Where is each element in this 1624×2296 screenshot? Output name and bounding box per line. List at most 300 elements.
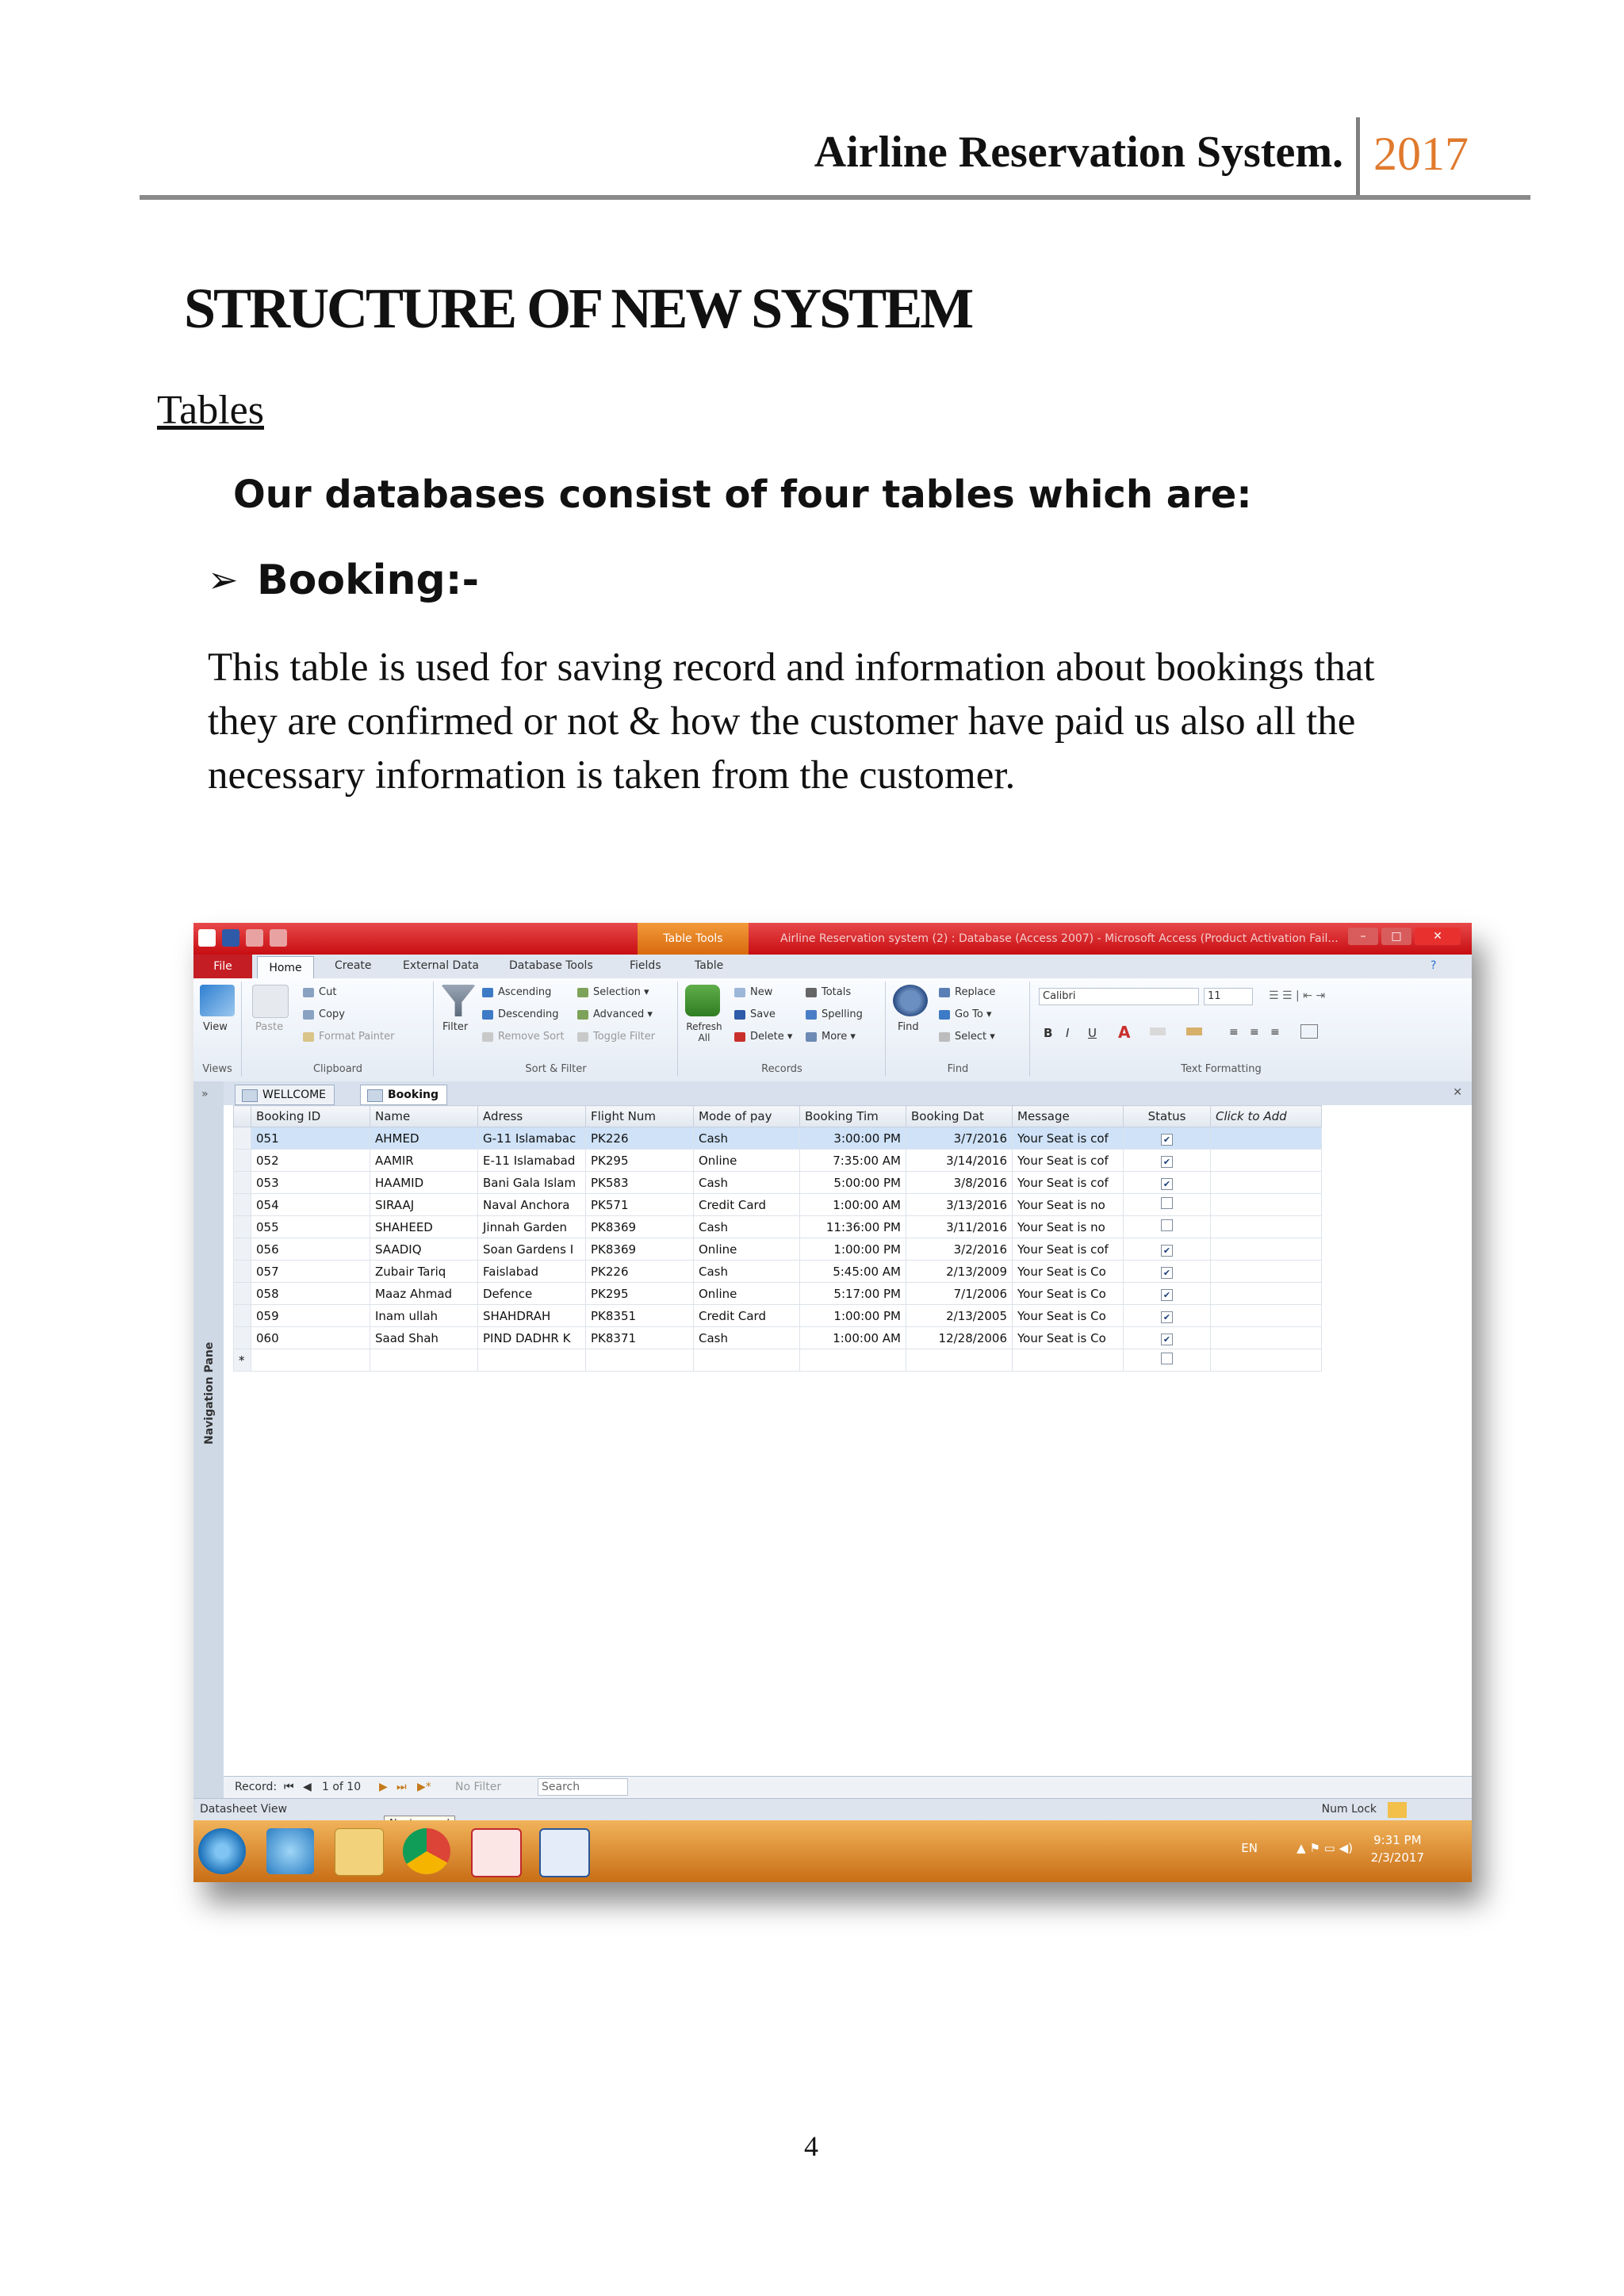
record-label: Record: (235, 1781, 278, 1793)
new-record-icon[interactable]: ▶* (417, 1781, 431, 1793)
new-row-marker[interactable]: * (234, 1349, 251, 1372)
table-cell[interactable]: 3/8/2016 (906, 1172, 1013, 1194)
table-cell[interactable]: Soan Gardens I (478, 1238, 586, 1261)
save-icon[interactable] (222, 929, 239, 947)
paragraph-line: necessary information is taken from the customer. (208, 753, 1016, 798)
tab-create[interactable]: Create (335, 959, 372, 972)
view-button[interactable]: View (203, 1021, 228, 1033)
redo-icon[interactable] (270, 929, 287, 947)
table-cell[interactable]: Maaz Ahmad (370, 1283, 478, 1305)
table-cell[interactable]: 3/13/2016 (906, 1194, 1013, 1216)
table-cell[interactable] (478, 1349, 586, 1372)
brush-icon (303, 1032, 314, 1042)
spelling-label: Spelling (822, 1008, 863, 1020)
status-checkbox[interactable]: ✔ (1161, 1289, 1173, 1301)
paragraph-line: they are confirmed or not & how the customer have paid us also all the (208, 699, 1356, 744)
header-rule (140, 195, 1530, 200)
table-cell[interactable] (694, 1349, 800, 1372)
ribbon (193, 978, 1472, 1082)
goto-button[interactable]: Go To ▾ (939, 1008, 992, 1020)
save-label: Save (750, 1008, 776, 1020)
table-row[interactable] (234, 1150, 1322, 1172)
navigation-pane-label: Navigation Pane (203, 1341, 216, 1445)
click-to-add-cell[interactable] (1211, 1327, 1322, 1349)
select-label: Select (955, 1031, 987, 1043)
table-cell[interactable]: 5:45:00 AM (800, 1261, 906, 1283)
click-to-add-cell[interactable] (1211, 1238, 1322, 1261)
table-cell[interactable] (370, 1349, 478, 1372)
replace-button[interactable] (939, 986, 995, 998)
table-cell[interactable] (1211, 1349, 1322, 1372)
totals-button[interactable] (806, 986, 851, 998)
table-tools-label: Table Tools (638, 923, 749, 955)
table-cell[interactable]: Naval Anchora (478, 1194, 586, 1216)
click-to-add-cell[interactable] (1211, 1261, 1322, 1283)
align-center-icon[interactable]: ≡ (1250, 1026, 1259, 1039)
font-size-select[interactable]: 11 (1204, 988, 1253, 1005)
group-label: Text Formatting (1181, 1063, 1262, 1075)
table-cell[interactable]: AHMED (370, 1127, 478, 1150)
row-selector[interactable] (234, 1305, 251, 1327)
table-cell[interactable]: PK8369 (586, 1238, 694, 1261)
gridlines-icon[interactable] (1300, 1024, 1318, 1039)
table-row[interactable] (234, 1327, 1322, 1349)
table-row[interactable] (234, 1283, 1322, 1305)
table-cell[interactable] (1124, 1238, 1211, 1261)
table-cell[interactable]: Your Seat is Co (1013, 1305, 1124, 1327)
table-cell[interactable]: Online (694, 1150, 800, 1172)
row-selector[interactable] (234, 1327, 251, 1349)
table-cell[interactable] (906, 1349, 1013, 1372)
bullet-arrow-icon: ➢ (208, 558, 239, 601)
new-record-row[interactable] (234, 1349, 1322, 1372)
table-cell[interactable] (1124, 1305, 1211, 1327)
status-checkbox[interactable]: ✔ (1161, 1156, 1173, 1168)
group-sort-filter (435, 982, 678, 1077)
row-selector[interactable] (234, 1194, 251, 1216)
find-button[interactable]: Find (898, 1021, 919, 1033)
table-cell[interactable]: E-11 Islamabad (478, 1150, 586, 1172)
access-taskbar-icon[interactable] (471, 1828, 522, 1877)
table-cell[interactable] (1124, 1127, 1211, 1150)
table-cell[interactable]: Cash (694, 1327, 800, 1349)
row-selector[interactable] (234, 1283, 251, 1305)
table-cell[interactable]: Your Seat is cof (1013, 1238, 1124, 1261)
replace-label: Replace (955, 986, 996, 998)
tray-icons[interactable]: ▲ ⚑ ▭ ◀) (1297, 1841, 1353, 1855)
column-header[interactable]: Booking ID (251, 1106, 370, 1127)
more-label: More (822, 1031, 848, 1043)
header-divider (1356, 117, 1360, 197)
list-icon[interactable]: ☰ ☰ | ⇤ ⇥ (1269, 989, 1326, 1002)
booking-table (233, 1105, 1322, 1372)
tab-table[interactable]: Table (695, 959, 724, 972)
column-header[interactable]: Booking Dat (906, 1106, 1013, 1127)
sigma-icon (806, 988, 817, 997)
click-to-add-cell[interactable] (1211, 1150, 1322, 1172)
tab-label: WELLCOME (262, 1089, 327, 1101)
table-cell[interactable]: PIND DADHR K (478, 1327, 586, 1349)
num-lock-status: Num Lock (1321, 1803, 1377, 1816)
table-cell[interactable]: Cash (694, 1172, 800, 1194)
table-cell[interactable]: 3/14/2016 (906, 1150, 1013, 1172)
subtitle: Tables (157, 388, 264, 433)
paste-icon[interactable] (252, 985, 289, 1018)
advanced-label: Advanced (593, 1008, 645, 1020)
search-input[interactable]: Search (538, 1778, 628, 1796)
table-cell[interactable] (251, 1349, 370, 1372)
table-cell[interactable]: 056 (251, 1238, 370, 1261)
tab-database-tools[interactable]: Database Tools (509, 959, 593, 972)
ascending-label: Ascending (498, 986, 552, 998)
table-cell[interactable]: Cash (694, 1261, 800, 1283)
table-body (234, 1127, 1322, 1372)
table-cell[interactable]: Cash (694, 1127, 800, 1150)
table-cell[interactable]: 055 (251, 1216, 370, 1238)
save-record-button[interactable] (734, 1008, 776, 1020)
maximize-icon[interactable]: □ (1381, 928, 1411, 945)
row-selector[interactable] (234, 1172, 251, 1194)
help-icon[interactable]: ? (1431, 959, 1437, 972)
fill-color-icon[interactable] (1186, 1027, 1202, 1035)
underline-icon[interactable]: U (1088, 1026, 1097, 1040)
column-header[interactable]: Message (1013, 1106, 1124, 1127)
table-cell[interactable] (1013, 1349, 1124, 1372)
font-color-icon[interactable]: A (1118, 1023, 1131, 1042)
table-cell[interactable]: SHAHEED (370, 1216, 478, 1238)
view-switcher-icons[interactable] (1388, 1802, 1464, 1818)
table-cell[interactable]: 2/13/2009 (906, 1261, 1013, 1283)
descending-label: Descending (498, 1008, 559, 1020)
table-row[interactable] (234, 1238, 1322, 1261)
tab-label: Booking (388, 1089, 439, 1101)
table-cell[interactable]: AAMIR (370, 1150, 478, 1172)
click-to-add-cell[interactable] (1211, 1283, 1322, 1305)
status-checkbox[interactable]: ✔ (1161, 1267, 1173, 1279)
table-cell[interactable] (1124, 1172, 1211, 1194)
click-to-add-cell[interactable] (1211, 1127, 1322, 1150)
table-cell[interactable]: 054 (251, 1194, 370, 1216)
table-cell[interactable]: 1:00:00 AM (800, 1327, 906, 1349)
page-number: 4 (804, 2130, 818, 2162)
status-checkbox[interactable] (1161, 1197, 1173, 1209)
document-tabs (224, 1081, 1472, 1106)
font-name-select[interactable]: Calibri (1039, 988, 1199, 1005)
descending-button[interactable] (482, 1008, 559, 1020)
highlight-icon[interactable] (1150, 1027, 1166, 1035)
table-cell[interactable]: 1:00:00 PM (800, 1238, 906, 1261)
select-button[interactable]: Select ▾ (939, 1031, 995, 1043)
status-checkbox[interactable]: ✔ (1161, 1178, 1173, 1190)
table-cell[interactable] (1124, 1150, 1211, 1172)
table-cell[interactable]: 051 (251, 1127, 370, 1150)
table-row[interactable] (234, 1194, 1322, 1216)
undo-icon[interactable] (246, 929, 263, 947)
first-record-icon[interactable]: ⏮ (284, 1781, 294, 1793)
table-cell[interactable]: Online (694, 1238, 800, 1261)
previous-record-icon[interactable]: ◀ (303, 1781, 312, 1793)
align-left-icon[interactable]: ≡ (1229, 1026, 1239, 1039)
tab-home[interactable]: Home (257, 956, 314, 979)
table-cell[interactable]: 5:17:00 PM (800, 1283, 906, 1305)
filter-button[interactable]: Filter (442, 1021, 469, 1033)
table-cell[interactable]: PK8371 (586, 1327, 694, 1349)
tab-file[interactable]: File (193, 955, 252, 978)
clock[interactable] (1371, 1831, 1424, 1866)
table-cell[interactable]: 1:00:00 AM (800, 1194, 906, 1216)
click-to-add-cell[interactable] (1211, 1216, 1322, 1238)
table-cell[interactable]: Your Seat is Co (1013, 1327, 1124, 1349)
table-cell[interactable] (1124, 1261, 1211, 1283)
tab-external-data[interactable]: External Data (403, 959, 479, 972)
table-cell[interactable] (1124, 1216, 1211, 1238)
column-header[interactable]: Booking Tim (800, 1106, 906, 1127)
table-cell[interactable]: Your Seat is Co (1013, 1283, 1124, 1305)
new-record-button[interactable] (734, 986, 772, 998)
row-selector[interactable] (234, 1216, 251, 1238)
more-button[interactable]: More ▾ (806, 1031, 856, 1043)
tab-fields[interactable]: Fields (630, 959, 661, 972)
click-to-add-cell[interactable] (1211, 1194, 1322, 1216)
table-cell[interactable]: 053 (251, 1172, 370, 1194)
copy-button[interactable] (303, 1008, 345, 1020)
remove-sort-button[interactable] (482, 1031, 565, 1043)
table-row[interactable] (234, 1305, 1322, 1327)
click-to-add-cell[interactable] (1211, 1172, 1322, 1194)
table-cell[interactable]: 058 (251, 1283, 370, 1305)
column-header[interactable]: Mode of pay (694, 1106, 800, 1127)
table-cell[interactable]: 1:00:00 PM (800, 1305, 906, 1327)
status-checkbox[interactable]: ✔ (1161, 1134, 1173, 1146)
spelling-icon (806, 1010, 817, 1020)
selection-label: Selection (593, 986, 641, 998)
column-header[interactable]: Adress (478, 1106, 586, 1127)
table-cell[interactable]: PK226 (586, 1127, 694, 1150)
title-bar (193, 923, 1472, 955)
table-cell[interactable]: Inam ullah (370, 1305, 478, 1327)
last-record-icon[interactable]: ⏭ (396, 1781, 407, 1793)
table-cell[interactable]: Your Seat is no (1013, 1216, 1124, 1238)
table-cell[interactable]: Zubair Tariq (370, 1261, 478, 1283)
group-label: Sort & Filter (525, 1063, 587, 1075)
table-cell[interactable]: PK8351 (586, 1305, 694, 1327)
remove-sort-icon (482, 1032, 493, 1042)
table-cell[interactable]: 11:36:00 PM (800, 1216, 906, 1238)
cut-label: Cut (319, 986, 337, 998)
table-cell[interactable]: 12/28/2006 (906, 1327, 1013, 1349)
table-icon (367, 1089, 383, 1102)
table-cell[interactable]: PK8369 (586, 1216, 694, 1238)
table-cell[interactable]: Cash (694, 1216, 800, 1238)
table-cell[interactable]: PK295 (586, 1283, 694, 1305)
selection-button[interactable]: Selection ▾ (577, 986, 649, 998)
status-checkbox[interactable]: ✔ (1161, 1245, 1173, 1257)
goto-label: Go To (955, 1008, 983, 1020)
table-cell[interactable]: 059 (251, 1305, 370, 1327)
table-cell[interactable]: Your Seat is no (1013, 1194, 1124, 1216)
header-row (234, 1106, 1322, 1127)
column-header[interactable]: Status (1124, 1106, 1211, 1127)
table-cell[interactable] (586, 1349, 694, 1372)
status-checkbox[interactable]: ✔ (1161, 1311, 1173, 1323)
bold-icon[interactable]: B (1044, 1026, 1053, 1040)
table-cell[interactable]: Your Seat is Co (1013, 1261, 1124, 1283)
group-clipboard (243, 982, 434, 1077)
table-cell[interactable]: 2/13/2005 (906, 1305, 1013, 1327)
navigation-pane[interactable] (193, 1081, 224, 1839)
table-cell[interactable]: HAAMID (370, 1172, 478, 1194)
toggle-filter-button[interactable] (577, 1031, 655, 1043)
selection-icon (577, 988, 588, 997)
new-label: New (750, 986, 773, 998)
group-records (679, 982, 886, 1077)
column-header[interactable]: Flight Num (586, 1106, 694, 1127)
toggle-filter-icon (577, 1032, 588, 1042)
remove-sort-label: Remove Sort (498, 1031, 565, 1043)
table-cell[interactable]: G-11 Islamabac (478, 1127, 586, 1150)
language-indicator[interactable]: EN (1241, 1841, 1258, 1855)
table-cell[interactable]: 3/2/2016 (906, 1238, 1013, 1261)
table-cell[interactable]: PK583 (586, 1172, 694, 1194)
table-row[interactable] (234, 1172, 1322, 1194)
bullet-label: Booking:- (257, 557, 480, 604)
binoculars-icon[interactable] (893, 985, 928, 1016)
format-painter-button[interactable] (303, 1031, 394, 1043)
expand-nav-icon[interactable]: » (201, 1088, 209, 1100)
table-cell[interactable]: Your Seat is cof (1013, 1172, 1124, 1194)
access-icon[interactable] (198, 929, 216, 947)
click-to-add-header[interactable]: Click to Add (1211, 1106, 1322, 1127)
next-record-icon[interactable]: ▶ (379, 1781, 388, 1793)
table-cell[interactable]: PK571 (586, 1194, 694, 1216)
status-checkbox[interactable] (1161, 1219, 1173, 1231)
table-cell[interactable]: Online (694, 1283, 800, 1305)
refresh-icon[interactable] (685, 985, 720, 1016)
table-cell[interactable]: 3/11/2016 (906, 1216, 1013, 1238)
chrome-icon[interactable] (403, 1828, 450, 1874)
table-cell[interactable]: SHAHDRAH (478, 1305, 586, 1327)
tab-wellcome[interactable] (235, 1085, 335, 1105)
table-cell[interactable]: PK226 (586, 1261, 694, 1283)
record-position[interactable]: 1 of 10 (322, 1781, 362, 1793)
table-cell[interactable]: Faislabad (478, 1261, 586, 1283)
goto-arrow-icon (939, 1010, 950, 1020)
status-checkbox[interactable] (1161, 1353, 1173, 1364)
tab-booking[interactable] (360, 1085, 447, 1105)
quick-access-toolbar (198, 928, 341, 950)
close-tab-icon[interactable]: ✕ (1453, 1086, 1462, 1099)
advanced-filter-icon (577, 1010, 588, 1020)
italic-icon[interactable]: I (1066, 1026, 1070, 1040)
table-cell[interactable] (1124, 1194, 1211, 1216)
file-explorer-icon[interactable] (335, 1828, 384, 1876)
table-cell[interactable] (1124, 1283, 1211, 1305)
word-taskbar-icon[interactable] (539, 1828, 590, 1877)
table-cell[interactable]: 052 (251, 1150, 370, 1172)
table-cell[interactable]: Jinnah Garden (478, 1216, 586, 1238)
table-cell[interactable]: SAADIQ (370, 1238, 478, 1261)
clock-time: 9:31 PM (1373, 1833, 1422, 1847)
table-row[interactable] (234, 1261, 1322, 1283)
toggle-filter-label: Toggle Filter (593, 1031, 656, 1043)
table-row[interactable] (234, 1216, 1322, 1238)
view-icon[interactable] (200, 985, 235, 1016)
replace-icon (939, 988, 950, 997)
delete-record-button[interactable]: Delete ▾ (734, 1031, 792, 1043)
advanced-button[interactable]: Advanced ▾ (577, 1008, 653, 1020)
new-record-icon (734, 988, 745, 997)
table-cell[interactable]: 5:00:00 PM (800, 1172, 906, 1194)
click-to-add-cell[interactable] (1211, 1305, 1322, 1327)
cut-button[interactable] (303, 986, 336, 998)
clock-date: 2/3/2017 (1370, 1850, 1424, 1865)
minimize-icon[interactable]: – (1348, 928, 1378, 945)
header-year: 2017 (1373, 128, 1469, 180)
table-cell[interactable]: Defence (478, 1283, 586, 1305)
table-cell[interactable]: 3:00:00 PM (800, 1127, 906, 1150)
table-cell[interactable]: 7:35:00 AM (800, 1150, 906, 1172)
record-navigator (224, 1776, 1472, 1799)
table-cell[interactable]: 7/1/2006 (906, 1283, 1013, 1305)
row-selector[interactable] (234, 1127, 251, 1150)
refresh-all-button[interactable]: Refresh All (686, 1021, 722, 1043)
table-cell[interactable]: 3/7/2016 (906, 1127, 1013, 1150)
sort-descending-icon (482, 1010, 493, 1020)
table-cell[interactable]: Your Seat is cof (1013, 1127, 1124, 1150)
table-cell[interactable] (800, 1349, 906, 1372)
table-cell[interactable]: Saad Shah (370, 1327, 478, 1349)
close-icon[interactable]: ✕ (1415, 928, 1461, 945)
row-selector[interactable] (234, 1238, 251, 1261)
intro-text: Our databases consist of four tables which are: (233, 473, 1252, 517)
row-selector[interactable] (234, 1150, 251, 1172)
table-cell[interactable]: Credit Card (694, 1305, 800, 1327)
group-label: Find (947, 1063, 969, 1075)
table-cell[interactable]: Credit Card (694, 1194, 800, 1216)
table-cell[interactable] (1124, 1349, 1211, 1372)
row-selector[interactable] (234, 1261, 251, 1283)
start-button-icon[interactable] (198, 1828, 246, 1874)
paste-button[interactable]: Paste (255, 1021, 284, 1033)
table-cell[interactable]: 057 (251, 1261, 370, 1283)
access-screenshot (193, 923, 1472, 1882)
sort-ascending-icon (482, 988, 493, 997)
align-right-icon[interactable]: ≡ (1270, 1026, 1280, 1039)
column-header[interactable]: Name (370, 1106, 478, 1127)
window-title: Airline Reservation system (2) : Database (Access 2007) - Microsoft Access (Product Activation Fail... (780, 932, 1339, 945)
table-cell[interactable]: PK295 (586, 1150, 694, 1172)
internet-explorer-icon[interactable] (266, 1828, 314, 1874)
group-text-formatting (1031, 982, 1411, 1077)
view-status: Datasheet View (200, 1803, 287, 1816)
filter-icon[interactable] (441, 985, 476, 1016)
ascending-button[interactable] (482, 986, 551, 998)
table-cell[interactable]: Bani Gala Islam (478, 1172, 586, 1194)
select-cursor-icon (939, 1032, 950, 1042)
form-icon (242, 1089, 258, 1102)
table-row[interactable] (234, 1127, 1322, 1150)
format-painter-label: Format Painter (319, 1031, 395, 1043)
no-filter-indicator[interactable]: No Filter (455, 1781, 502, 1793)
table-cell[interactable]: Your Seat is cof (1013, 1150, 1124, 1172)
save-record-icon (734, 1010, 745, 1020)
table-cell[interactable] (1124, 1327, 1211, 1349)
table-cell[interactable]: SIRAAJ (370, 1194, 478, 1216)
spelling-button[interactable] (806, 1008, 863, 1020)
status-checkbox[interactable]: ✔ (1161, 1334, 1173, 1345)
group-label: Views (202, 1063, 232, 1075)
table-cell[interactable]: 060 (251, 1327, 370, 1349)
